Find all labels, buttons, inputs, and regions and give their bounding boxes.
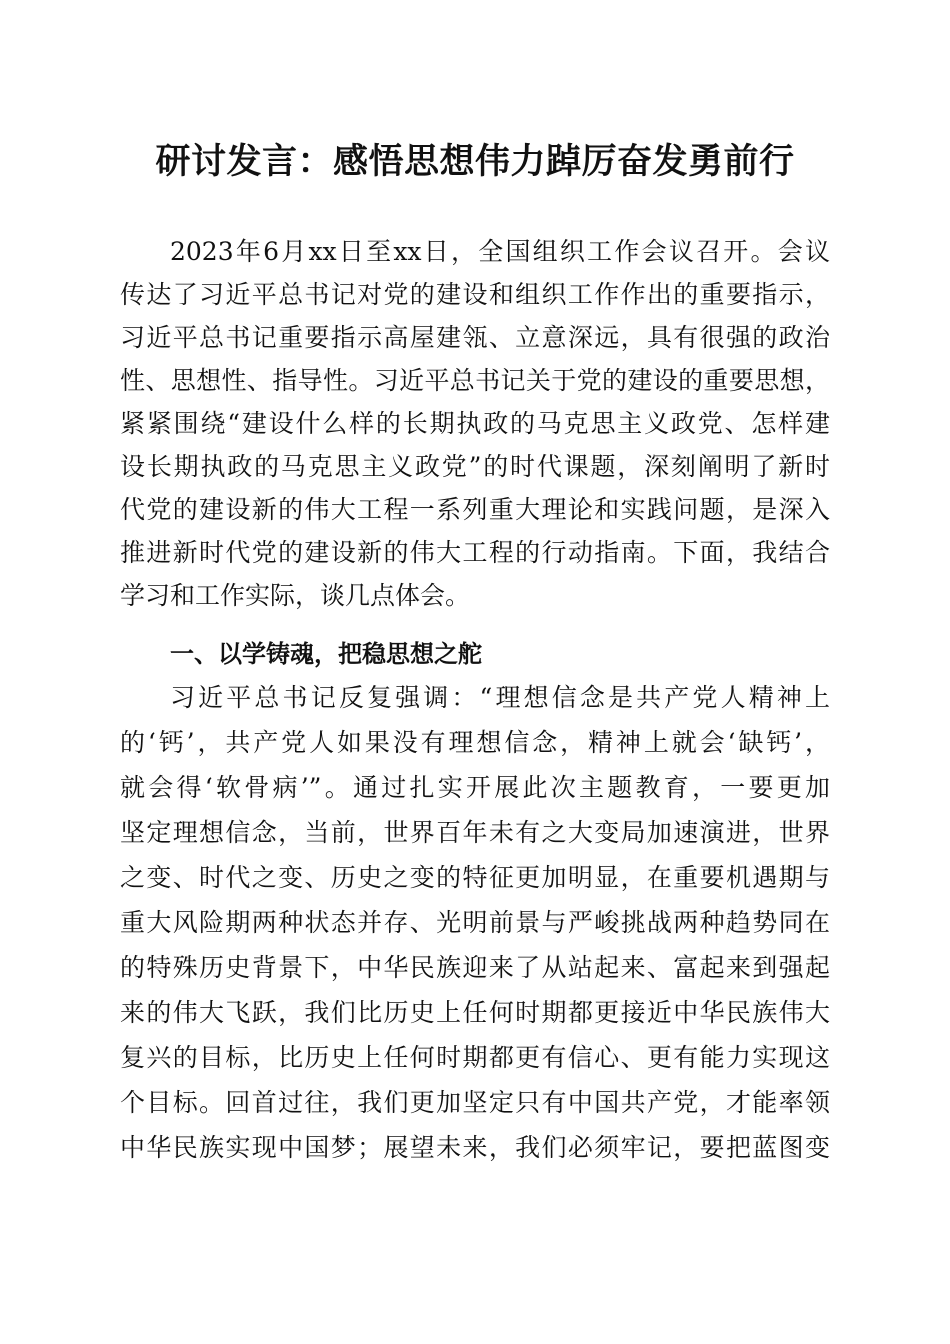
paragraph-1-line: 习近平总书记重要指示高屋建瓴、立意深远，具有很强的政治	[120, 323, 830, 352]
paragraph-1-line: 性、思想性、指导性。习近平总书记关于党的建设的重要思想，	[120, 366, 830, 395]
section-heading: 一、以学铸魂，把稳思想之舵	[170, 640, 482, 668]
paragraph-2-line: 的‘钙’，共产党人如果没有理想信念，精神上就会‘缺钙’，	[120, 728, 830, 757]
paragraph-2-line: 之变、时代之变、历史之变的特征更加明显，在重要机遇期与	[120, 863, 830, 892]
paragraph-1-line: 紧紧围绕“建设什么样的长期执政的马克思主义政党、怎样建	[120, 409, 830, 438]
paragraph-1-line: 学习和工作实际，谈几点体会。	[120, 581, 471, 610]
paragraph-2-line: 重大风险期两种状态并存、光明前景与严峻挑战两种趋势同在	[120, 908, 830, 937]
paragraph-1-line: 代党的建设新的伟大工程一系列重大理论和实践问题，是深入	[120, 495, 830, 524]
paragraph-2-line: 复兴的目标，比历史上任何时期都更有信心、更有能力实现这	[120, 1043, 830, 1072]
paragraph-2-line: 的特殊历史背景下，中华民族迎来了从站起来、富起来到强起	[120, 953, 830, 982]
paragraph-1-line: 推进新时代党的建设新的伟大工程的行动指南。下面，我结合	[120, 538, 830, 567]
paragraph-2-line: 坚定理想信念，当前，世界百年未有之大变局加速演进，世界	[120, 818, 830, 847]
paragraph-2-line: 习近平总书记反复强调：“理想信念是共产党人精神上	[170, 683, 830, 712]
paragraph-1-line: 设长期执政的马克思主义政党”的时代课题，深刻阐明了新时	[120, 452, 830, 481]
paragraph-2-line: 个目标。回首过往，我们更加坚定只有中国共产党，才能率领	[120, 1088, 830, 1117]
paragraph-2-line: 来的伟大飞跃，我们比历史上任何时期都更接近中华民族伟大	[120, 998, 830, 1027]
paragraph-1-line: 2023年6月xx日至xx日，全国组织工作会议召开。会议	[170, 237, 830, 266]
paragraph-2-line: 中华民族实现中国梦；展望未来，我们必须牢记，要把蓝图变	[120, 1133, 830, 1162]
document-title: 研讨发言：感悟思想伟力踔厉奋发勇前行	[155, 141, 795, 182]
paragraph-2-line: 就会得‘软骨病’”。通过扎实开展此次主题教育，一要更加	[120, 773, 830, 802]
paragraph-1-line: 传达了习近平总书记对党的建设和组织工作作出的重要指示，	[120, 280, 830, 309]
